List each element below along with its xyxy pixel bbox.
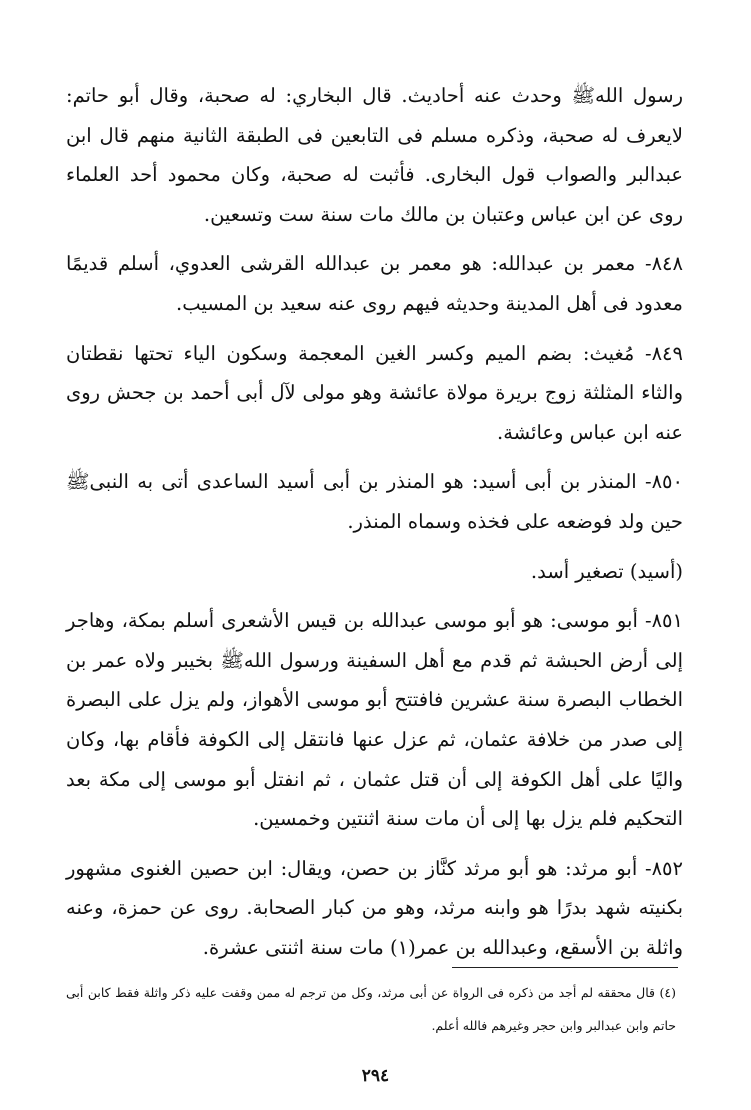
entry-851: ٨٥١- أبو موسى: هو أبو موسى عبدالله بن قيس الأشعرى أسلم بمكة، وهاجر إلى أرض الحبشة ثم قدم مع أهل السفينة ورسول اللهﷺ بخيبر ولاه عمر بن الخطاب البصرة سنة عشرين فافتتح أبو موسى الأهواز، ولم يزل على البصرة إلى صدر من خلافة عثمان، ثم عزل عنها فانتقل إلى الكوفة فأقام بها، وكان واليًا على أهل الكوفة إلى أن قتل عثمان ، ثم انفتل أبو موسى إلى مكة بعد التحكيم فلم يزل بها إلى أن مات سنة اثنتين وخمسين.: [66, 609, 683, 831]
main-text: [66, 76, 683, 967]
entry-849: ٨٤٩- مُغيث: بضم الميم وكسر الغين المعجمة وسكون الياء تحتها نقطتان والثاء المثلثة زوج بريرة مولاة عائشة وهو مولى لآل أبى أحمد بن جحش روى عنه ابن عباس وعائشة.: [66, 341, 683, 444]
entry-848: ٨٤٨- معمر بن عبدالله: هو معمر بن عبدالله القرشى العدوي، أسلم قديمًا معدود فى أهل المدينة وحديثه فيهم روى عنه سعيد بن المسيب.: [66, 252, 683, 315]
entry-852: ٨٥٢- أبو مرثد: هو أبو مرثد كنَّاز بن حصن، ويقال: ابن حصين الغنوى مشهور بكنيته شهد بدرًا هو وابنه مرثد، وهو من كبار الصحابة. روى عن حمزة، وعنه واثلة بن الأسقع، وعبدالله بن عمر(١) مات سنة اثنتى عشرة.: [66, 856, 683, 959]
entry-850: ٨٥٠- المنذر بن أبى أسيد: هو المنذر بن أبى أسيد الساعدى أتى به النبىﷺ حين ولد فوضعه على فخذه وسماه المنذر.: [66, 470, 683, 533]
footnote-divider: [452, 967, 678, 968]
footnote-text: (٤) قال محققه لم أجد من ذكره فى الرواة عن أبى مرثد، وكل من ترجم له ممن وقفت عليه ذكر واثلة فقط كابن أبى حاتم وابن عبدالبر وابن حجر وغيرهم فالله أعلم.: [66, 985, 676, 1033]
footnotes: [66, 976, 676, 1042]
entry-850-note: (أسيد) تصغير أسد.: [530, 559, 683, 583]
page-number: ٢٩٤: [361, 1066, 390, 1086]
paragraph-continuation: رسول اللهﷺ وحدث عنه أحاديث. قال البخاري: له صحبة، وقال أبو حاتم: لايعرف له صحبة، وذكره مسلم فى التابعين فى الطبقة الثانية منهم قال ابن عبدالبر والصواب قول البخارى. فأثبت له صحبة، وكان محمود أحد العلماء روى عن ابن عباس وعتبان بن مالك مات سنة ست وتسعين.: [66, 84, 683, 226]
